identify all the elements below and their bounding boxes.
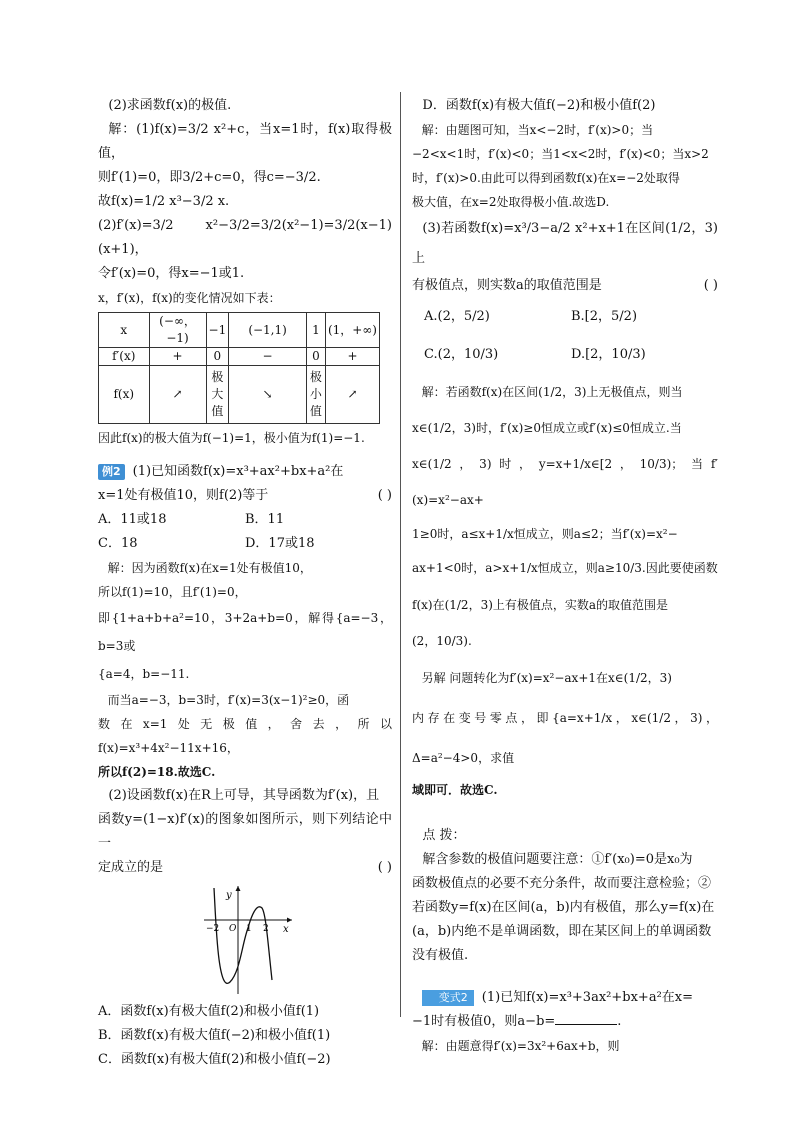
origin-label: O — [229, 924, 237, 934]
answer-paren: ( ) — [703, 278, 718, 293]
question-3-line — [412, 274, 718, 298]
question-text: 有极值点，则实数a的取值范围是 — [412, 278, 602, 293]
table-cell: −1 — [206, 313, 229, 348]
alt-solution-line: 内存在变号零点，即{a=x+1/x，x∈(1/2，3)，Δ=a²−4>0，求值 — [412, 711, 718, 765]
example-2-question-cont — [98, 484, 392, 508]
option-d: D.[2，10/3) — [571, 347, 646, 362]
solution-line: (2)f′(x)=3/2 x²−3/2=3/2(x²−1)=3/2(x−1)(x+1)， — [98, 218, 392, 257]
option-a: A．11或18 — [98, 512, 167, 527]
table-cell: (−∞，−1) — [149, 313, 206, 348]
option-b: B．11 — [245, 512, 285, 527]
options-group — [98, 508, 392, 556]
question-line: 函数y=(1−x)f′(x)的图象如图所示，则下列结论中一 — [98, 812, 392, 851]
option-c: C．函数f(x)有极大值f(2)和极小值f(−2) — [98, 1052, 331, 1067]
alt-solution-line: 另解 问题转化为f′(x)=x²−ax+1在x∈(1/2，3) — [421, 671, 672, 685]
conclusion-line: 因此f(x)的极大值为f(−1)=1，极小值为f(1)=−1. — [98, 431, 365, 445]
table-row — [99, 348, 380, 366]
solution-line: 解：因为函数f(x)在x=1处有极值10， — [107, 561, 312, 575]
table-cell: 1 — [306, 313, 325, 348]
question-text: x=1处有极值10，则f(2)等于 — [98, 488, 269, 503]
solution-line: 令f′(x)=0，得x=−1或1. — [98, 266, 245, 281]
solution-line: 极大值，在x=2处取得极小值.故选D. — [412, 195, 610, 209]
variant-2-question-cont: −1时有极值0，则a−b= . — [412, 1010, 718, 1034]
question-line: (2)设函数f(x)在R上可导，其导函数为f′(x)，且 — [108, 788, 380, 803]
solution-line: 而当a=−3，b=3时，f′(x)=3(x−1)²≥0，函 — [107, 693, 350, 707]
solution-line: 解：若函数f(x)在区间(1/2，3)上无极值点，则当 — [421, 385, 683, 399]
table-cell: + — [149, 348, 206, 366]
solution-line: 数在x=1处无极值，舍去，所以f(x)=x³+4x²−11x+16， — [98, 717, 392, 755]
solution-line: 解：由题图可知，当x<−2时，f′(x)>0；当 — [421, 123, 654, 137]
variant-2-question — [412, 986, 718, 1010]
options-group — [412, 298, 718, 374]
y-axis-arrow — [236, 886, 241, 891]
table-row — [99, 366, 380, 424]
table-cell: f′(x) — [99, 348, 150, 366]
solution-line: f(x)在(1/2，3)上有极值点，实数a的取值范围是 — [412, 598, 669, 612]
solution-line: 所以f(1)=10，且f′(1)=0， — [98, 585, 247, 599]
solution-line: 1≥0时，a≤x+1/x恒成立，则a≤2；当f′(x)=x²− — [412, 527, 678, 541]
tick-label: −2 — [206, 924, 220, 934]
solution-line: 解：由题意得f′(x)=3x²+6ax+b，则 — [421, 1039, 620, 1053]
curve — [214, 888, 272, 983]
option-b: B.[2，5/2) — [571, 309, 638, 324]
solution-line: 所以f(2)=18.故选C. — [98, 765, 216, 779]
table-cell: (−1,1) — [229, 313, 307, 348]
answer-blank[interactable] — [555, 1010, 617, 1025]
option-b: B．函数f(x)有极大值f(−2)和极小值f(1) — [98, 1028, 331, 1043]
question-2-title: (2)求函数f(x)的极值. — [108, 98, 232, 113]
solution-line: 解：(1)f(x)=3/2 x²+c，当x=1时，f(x)取得极值， — [98, 122, 392, 161]
solution-line: x∈(1/2，3)时，y=x+1/x∈[2，10/3)；当f′(x)=x²−ax+ — [412, 457, 718, 507]
table-cell: ↗ — [325, 366, 379, 424]
tip-line: 函数极值点的必要不充分条件，故而要注意检验；② — [412, 876, 712, 891]
option-c: C．18 — [98, 536, 138, 551]
table-cell: 0 — [206, 348, 229, 366]
solution-line: x∈(1/2，3)时，f′(x)≥0恒成立或f′(x)≤0恒成立.当 — [412, 421, 682, 435]
table-cell: 极小值 — [306, 366, 325, 424]
option-d: D．17或18 — [245, 536, 315, 551]
tip-title: 点 拨： — [422, 828, 466, 843]
table-cell: ↗ — [149, 366, 206, 424]
answer-paren: ( ) — [377, 860, 392, 875]
solution-line: 则f′(1)=0，即3/2+c=0，得c=−3/2. — [98, 170, 321, 185]
tick-label: 2 — [263, 924, 269, 934]
option-a: A.(2，5/2) — [424, 309, 490, 324]
tick-label: 1 — [246, 924, 252, 934]
solution-line: (2，10/3). — [412, 634, 472, 648]
table-cell: ↘ — [229, 366, 307, 424]
table-cell: 极大值 — [206, 366, 229, 424]
y-label: y — [226, 890, 232, 901]
tip-line: 若函数y=f(x)在区间(a，b)内有极值，那么y=f(x)在 — [412, 900, 715, 915]
option-c: C.(2，10/3) — [424, 347, 499, 362]
solution-line: −2<x<1时，f′(x)<0；当1<x<2时，f′(x)<0；当x>2 — [412, 147, 709, 161]
variation-table — [98, 312, 380, 424]
x-axis-arrow — [287, 918, 292, 923]
tip-line: (a，b)内绝不是单调函数，即在某区间上的单调函数 — [412, 924, 712, 939]
left-column — [98, 94, 392, 1072]
table-cell: + — [325, 348, 379, 366]
question-text: (1)已知f(x)=x³+3ax²+bx+a²在x= — [481, 990, 693, 1005]
table-cell: (1，+∞) — [325, 313, 379, 348]
option-d: D．函数f(x)有极大值f(−2)和极小值f(2) — [422, 98, 656, 113]
solution-line: {a=4，b=−11. — [98, 667, 190, 681]
question-3-line: (3)若函数f(x)=x³/3−a/2 x²+x+1在区间(1/2，3)上 — [412, 221, 718, 266]
answer-paren: ( ) — [377, 488, 392, 503]
right-column — [412, 94, 718, 1058]
solution-line: x，f′(x)，f(x)的变化情况如下表： — [98, 291, 281, 305]
example-2-tag: 例2 — [98, 464, 125, 480]
column-divider — [400, 92, 401, 1017]
solution-line: ax+1<0时，a>x+1/x恒成立，则a≥10/3.因此要使函数 — [412, 561, 718, 575]
table-cell: − — [229, 348, 307, 366]
question-text: −1时有极值0，则a−b= — [412, 1014, 556, 1029]
question-text: (1)已知函数f(x)=x³+ax²+bx+a²在 — [132, 464, 344, 479]
x-label: x — [283, 924, 289, 935]
variant-2-tag: 变式2 — [422, 990, 473, 1006]
tip-line: 解含参数的极值问题要注意：①f′(x₀)=0是x₀为 — [422, 852, 693, 867]
table-cell: f(x) — [99, 366, 150, 424]
table-row — [99, 313, 380, 348]
table-cell: x — [99, 313, 150, 348]
tip-line: 没有极值. — [412, 948, 469, 963]
solution-line: 即{1+a+b+a²=10，3+2a+b=0，解得{a=−3，b=3或 — [98, 611, 392, 653]
solution-line: 时，f′(x)>0.由此可以得到函数f(x)在x=−2处取得 — [412, 171, 680, 185]
alt-solution-line: 域即可．故选C. — [412, 783, 498, 797]
example-2-question — [98, 460, 392, 484]
function-graph — [200, 884, 296, 996]
table-cell: 0 — [306, 348, 325, 366]
question-line — [98, 856, 392, 880]
option-a: A．函数f(x)有极大值f(2)和极小值f(1) — [98, 1004, 320, 1019]
question-text: 定成立的是 — [98, 860, 164, 875]
solution-line: 故f(x)=1/2 x³−3/2 x. — [98, 194, 230, 209]
